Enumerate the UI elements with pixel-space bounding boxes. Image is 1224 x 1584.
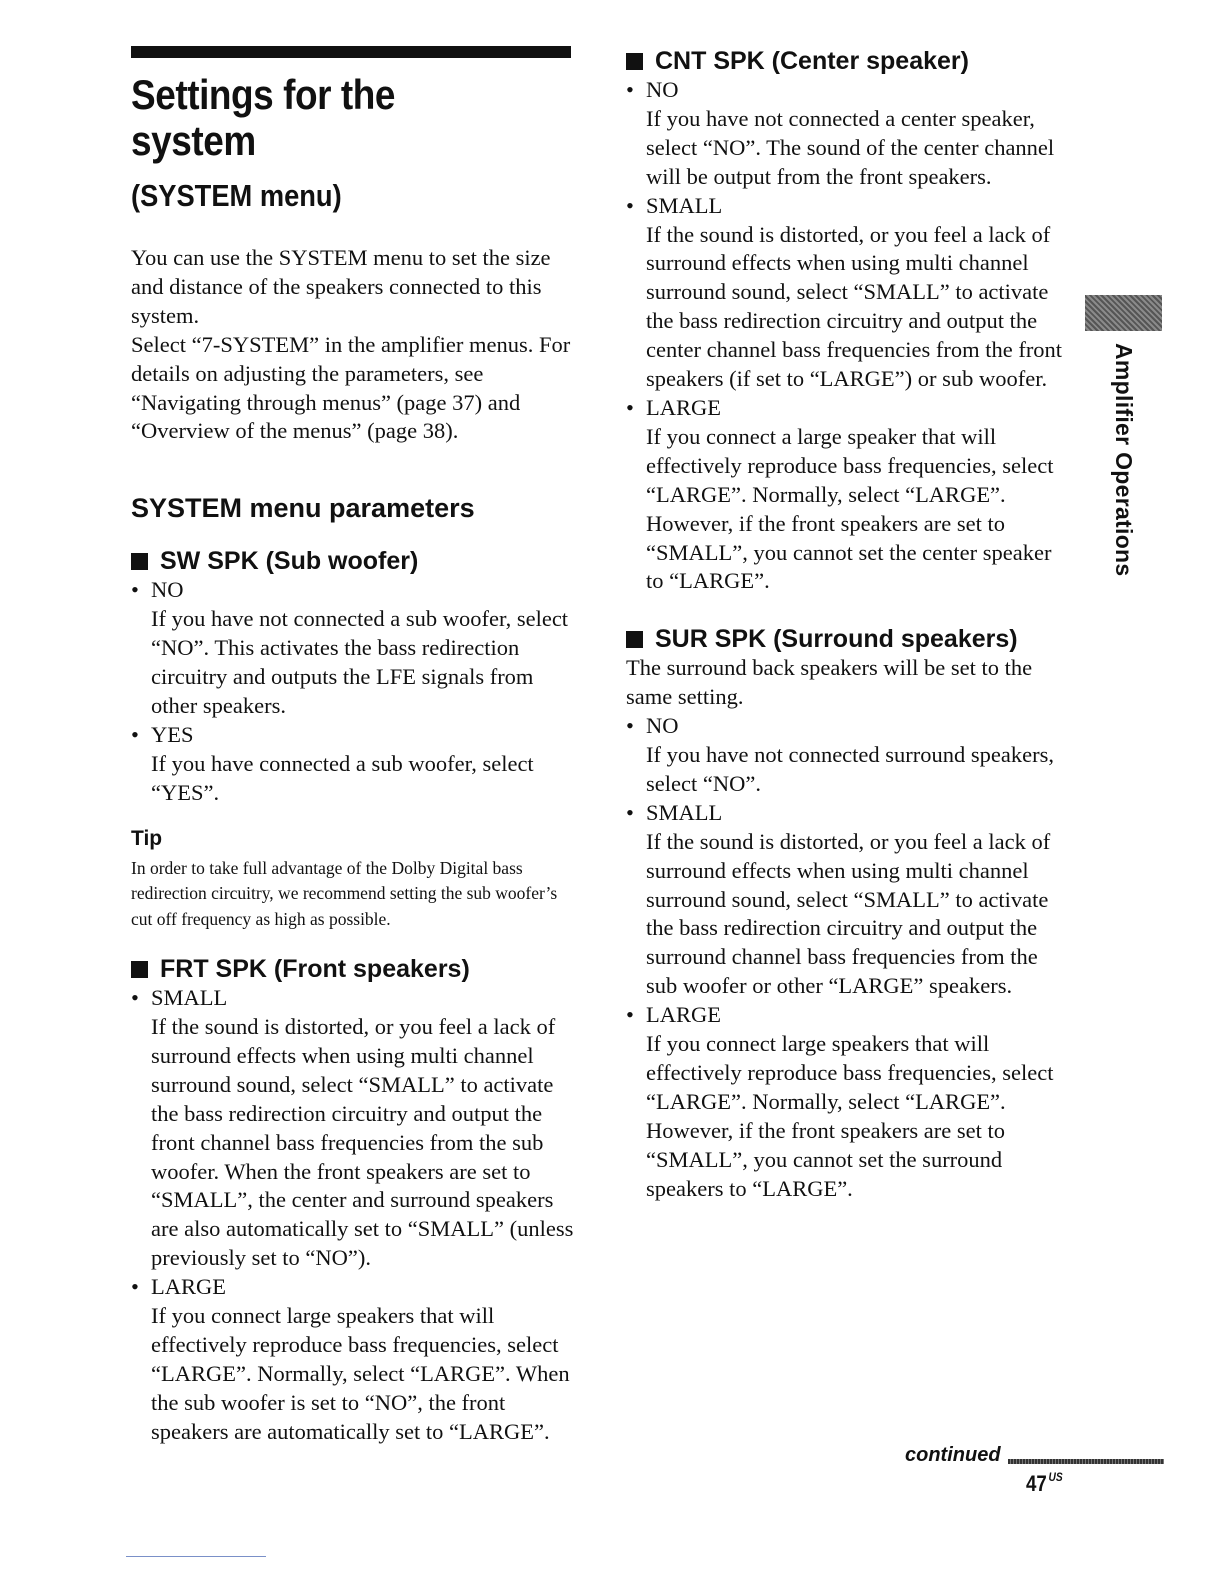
sur-spk-section — [626, 624, 1071, 1203]
side-tab-label: Amplifier Operations — [1111, 343, 1137, 577]
option-description: If you connect a large speaker that will effectively reproduce bass frequencies, select “LARGE”. Normally, select “LARGE”. However, if the front speakers are set to “SMALL”, you cannot set the center speaker to “LARGE”. — [646, 423, 1054, 594]
cnt-spk-section — [626, 46, 1071, 596]
page-title: Settings for the system — [131, 71, 396, 164]
bottom-rule — [126, 1556, 266, 1557]
sw-spk-heading-text: SW SPK (Sub woofer) — [160, 547, 419, 576]
option-description: If you connect large speakers that will effectively reproduce bass frequencies, select “LARGE”. Normally, select “LARGE”. When the sub woofer is set to “NO”, the front speakers are automatically set to “LARGE”. — [151, 1303, 570, 1444]
title-rule — [131, 46, 571, 58]
option-label: • LARGE — [131, 1273, 581, 1302]
option-label: • LARGE — [626, 394, 1071, 423]
tip-text: In order to take full advantage of the Dolby Digital bass redirection circuitry, we recommend setting the sub woofer’s cut off frequency as high as possible. — [131, 857, 558, 929]
option-item — [131, 576, 581, 721]
option-description: If you have not connected surround speakers, select “NO”. — [646, 742, 1054, 796]
square-bullet-icon — [626, 53, 643, 70]
option-item — [626, 76, 1071, 192]
sw-spk-heading — [131, 546, 581, 576]
option-item — [131, 1273, 581, 1446]
intro-paragraph-2: Select “7-SYSTEM” in the amplifier menus. For details on adjusting the parameters, see “Navigating through menus” (page 37) and “Overview of the menus” (page 38). — [131, 331, 571, 444]
option-description: If the sound is distorted, or you feel a lack of surround effects when using multi channel surround sound, select “SMALL” to activate the bass redirection circuitry and output the surround channel bass frequencies from the sub woofer or other “LARGE” speakers. — [646, 828, 1051, 999]
option-label: • YES — [131, 721, 581, 750]
continued-rule — [1008, 1459, 1164, 1464]
option-description: If you have not connected a center speaker, select “NO”. The sound of the center channel will be output from the front speakers. — [646, 105, 1055, 189]
cnt-spk-heading — [626, 46, 1071, 76]
option-description: If the sound is distorted, or you feel a lack of surround effects when using multi channel surround sound, select “SMALL” to activate the bass redirection circuitry and output the front channel bass frequencies from the sub woofer. When the front speakers are set to “SMALL”, the center and surround speakers are also automatically set to “SMALL” (unless previously set to “NO”). — [151, 1014, 574, 1271]
option-label: • NO — [626, 712, 1071, 741]
option-description: If you have not connected a sub woofer, select “NO”. This activates the bass redirection circuitry and outputs the LFE signals from other speakers. — [151, 606, 569, 718]
page-number-suffix: US — [1048, 1470, 1063, 1484]
option-description: If the sound is distorted, or you feel a lack of surround effects when using multi channel surround sound, select “SMALL” to activate the bass redirection circuitry and output the center channel bass frequencies from the front speakers (if set to “LARGE”) or sub woofer. — [646, 221, 1063, 392]
side-tab-marker — [1085, 295, 1162, 331]
option-description: If you have connected a sub woofer, select “YES”. — [151, 750, 534, 805]
sur-spk-heading-text: SUR SPK (Surround speakers) — [655, 625, 1018, 654]
page-subtitle: (SYSTEM menu) — [131, 178, 342, 213]
square-bullet-icon — [131, 553, 148, 570]
option-item — [626, 192, 1071, 394]
sw-spk-section — [131, 546, 581, 807]
frt-spk-section — [131, 954, 581, 1447]
option-item — [131, 721, 581, 808]
option-description: If you connect large speakers that will effectively reproduce bass frequencies, select “LARGE”. Normally, select “LARGE”. However, if the front speakers are set to “SMALL”, you cannot set the surround speakers to “LARGE”. — [646, 1031, 1054, 1201]
option-item — [626, 712, 1071, 799]
option-item — [131, 984, 581, 1273]
sur-spk-intro: The surround back speakers will be set to the same setting. — [626, 655, 1033, 710]
option-label: • SMALL — [626, 192, 1071, 221]
option-label: • SMALL — [626, 799, 1071, 828]
option-label: • NO — [131, 576, 581, 605]
left-column — [131, 46, 581, 1447]
option-item — [626, 394, 1071, 596]
frt-spk-heading-text: FRT SPK (Front speakers) — [160, 955, 470, 984]
frt-spk-heading — [131, 954, 581, 984]
section-heading: SYSTEM menu parameters — [131, 493, 475, 524]
tip-box — [131, 826, 581, 933]
continued-label: continued — [905, 1444, 1001, 1466]
option-label: • SMALL — [131, 984, 581, 1013]
sur-spk-heading — [626, 624, 1071, 654]
square-bullet-icon — [626, 631, 643, 648]
cnt-spk-heading-text: CNT SPK (Center speaker) — [655, 47, 969, 75]
option-item — [626, 1001, 1071, 1203]
page-number — [1026, 1470, 1063, 1497]
square-bullet-icon — [131, 961, 148, 978]
option-label: • NO — [626, 76, 1071, 105]
tip-heading: Tip — [131, 826, 163, 850]
option-label: • LARGE — [626, 1001, 1071, 1030]
option-item — [626, 799, 1071, 1001]
page-number-value: 47 — [1026, 1471, 1047, 1496]
right-column — [626, 46, 1071, 1204]
intro-paragraph-1: You can use the SYSTEM menu to set the size and distance of the speakers connected to this system. — [131, 245, 551, 328]
